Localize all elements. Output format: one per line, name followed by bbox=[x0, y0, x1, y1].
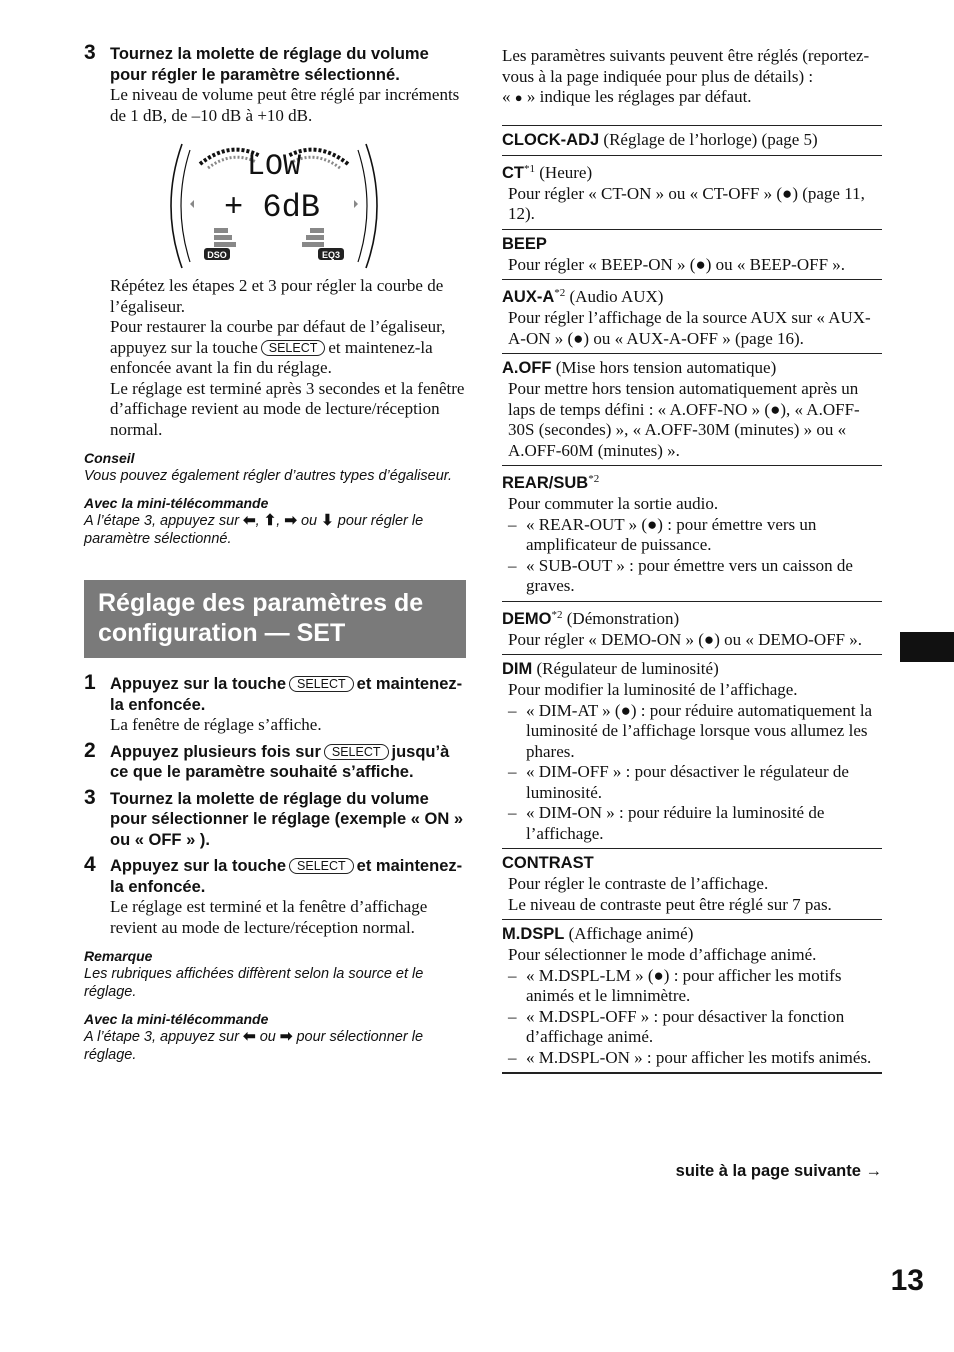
list-item-text: « M.DSPL-OFF » : pour désactiver la fonction d’affichage animé. bbox=[526, 1006, 845, 1046]
step-number: 3 bbox=[84, 785, 96, 809]
step-title: Tournez la molette de réglage du volume pour régler le paramètre sélectionné. bbox=[110, 45, 429, 84]
setting-body: Pour commuter la sortie audio. bbox=[508, 494, 719, 513]
setting-a-off bbox=[502, 353, 882, 465]
right-column bbox=[502, 46, 882, 1074]
remote-note-2-title: Avec la mini-télécommande bbox=[84, 1011, 269, 1027]
select-button-label: SELECT bbox=[289, 676, 354, 692]
tip-text: Vous pouvez également régler d’autres types d’égaliseur. bbox=[84, 468, 453, 484]
list-item bbox=[508, 1007, 882, 1048]
setting-demo bbox=[502, 601, 882, 655]
set-step-3 bbox=[84, 785, 466, 851]
restore-curve-post: et maintenez-la enfoncée avant la fin du réglage. bbox=[110, 337, 433, 377]
dash: – bbox=[508, 1047, 517, 1067]
setting-body: Pour régler « BEEP-ON » (●) ou « BEEP-OFF ». bbox=[508, 254, 846, 274]
setting-desc: (Régulateur de luminosité) bbox=[536, 659, 719, 678]
setting-desc: (Réglage de l’horloge) (page 5) bbox=[603, 129, 818, 149]
select-button-label: SELECT bbox=[261, 340, 326, 356]
comma: , bbox=[276, 513, 281, 529]
setting-beep bbox=[502, 229, 882, 280]
setting-name: CT bbox=[502, 163, 524, 182]
remote-note-pre: A l’étape 3, appuyez sur bbox=[84, 513, 240, 529]
list-item-text: « DIM-OFF » : pour désactiver le régulateur de luminosité. bbox=[526, 762, 849, 802]
setting-desc: (Démonstration) bbox=[566, 608, 680, 628]
or-word: ou bbox=[300, 513, 318, 529]
step-body: La fenêtre de réglage s’affiche. bbox=[110, 715, 322, 734]
setting-aux-a bbox=[502, 279, 882, 353]
step-3-volume bbox=[84, 41, 466, 126]
set-step-2 bbox=[84, 738, 466, 783]
list-item bbox=[508, 803, 882, 844]
lcd-badge-right: EQ3 bbox=[321, 250, 341, 260]
tip-title: Conseil bbox=[84, 450, 135, 466]
default-legend bbox=[502, 87, 882, 109]
step-number: 2 bbox=[84, 738, 96, 762]
after-display-text bbox=[84, 276, 466, 440]
left-column bbox=[84, 41, 466, 1064]
left-arrow-icon: ⬅ bbox=[243, 512, 256, 529]
restore-curve-pre: Pour restaurer la courbe par défaut de l’égaliseur, appuyez sur la touche bbox=[110, 317, 446, 357]
list-item-text: « M.DSPL-ON » : pour afficher les motifs animés. bbox=[526, 1047, 872, 1067]
step-title-pre: Appuyez sur la touche bbox=[110, 857, 287, 875]
list-item bbox=[508, 556, 882, 597]
set-step-4 bbox=[84, 853, 466, 938]
lcd-display-illustration bbox=[160, 142, 388, 270]
setting-rear-sub bbox=[502, 465, 882, 601]
comma: , bbox=[255, 513, 260, 529]
legend-post: » indique les réglages par défaut. bbox=[526, 87, 752, 106]
section-title-line-2: configuration — SET bbox=[98, 619, 346, 647]
setting-body: Pour régler le contraste de l’affichage. bbox=[508, 874, 769, 893]
footnote-mark: *2 bbox=[554, 287, 566, 299]
lcd-badge-left: DSO bbox=[207, 250, 227, 260]
setting-body: Pour sélectionner le mode d’affichage animé. bbox=[508, 945, 817, 964]
setting-desc: (Affichage animé) bbox=[568, 924, 694, 943]
step-body: Le niveau de volume peut être réglé par incréments de 1 dB, de –10 dB à +10 dB. bbox=[110, 85, 460, 125]
step-title-post: et maintenez-la enfoncée. bbox=[110, 857, 463, 896]
right-arrow-icon: ➡ bbox=[279, 1028, 293, 1045]
step-title bbox=[110, 742, 466, 783]
remote-note-title: Avec la mini-télécommande bbox=[84, 495, 269, 511]
lcd-display-svg bbox=[160, 142, 388, 270]
remote-note-text bbox=[84, 512, 466, 548]
left-arrow-icon: ⬅ bbox=[243, 1028, 256, 1045]
step-number: 3 bbox=[84, 41, 96, 64]
setting-body: Pour mettre hors tension automatiquement après un laps de temps défini : « A.OFF-NO » (●), « A.OFF-30S (secondes) », « A.OFF-30M (minutes) » ou « A.OFF-60M (minutes) ». bbox=[508, 379, 860, 460]
continued-next-page: suite à la page suivante → bbox=[675, 1162, 882, 1180]
setting-done-text: Le réglage est terminé après 3 secondes et la fenêtre d’affichage revient au mode de lecture/réception normal. bbox=[110, 378, 465, 439]
or-word: ou bbox=[259, 1029, 276, 1045]
setting-clock-adj bbox=[502, 125, 882, 155]
repeat-steps-text: Répétez les étapes 2 et 3 pour régler la courbe de l’égaliseur. bbox=[110, 276, 444, 316]
page-number: 13 bbox=[890, 1264, 924, 1297]
dash: – bbox=[508, 762, 517, 781]
step-title bbox=[110, 674, 466, 715]
dash: – bbox=[508, 1006, 517, 1026]
step-title-pre: Appuyez plusieurs fois sur bbox=[110, 742, 321, 761]
dash: – bbox=[508, 700, 517, 720]
setting-body: Pour modifier la luminosité de l’affichage. bbox=[508, 680, 798, 699]
setting-contrast bbox=[502, 848, 882, 919]
default-dot-icon: ● bbox=[514, 90, 523, 105]
setting-body: Pour régler « CT-ON » ou « CT-OFF » (●) (page 11, 12). bbox=[508, 183, 865, 223]
setting-name: M.DSPL bbox=[502, 925, 565, 943]
restore-curve-text bbox=[110, 317, 466, 379]
set-step-1 bbox=[84, 671, 466, 736]
dash: – bbox=[508, 965, 517, 985]
legend-pre: « bbox=[502, 87, 511, 106]
setting-name: A.OFF bbox=[502, 359, 552, 377]
remote-note-2-post: pour sélectionner le réglage. bbox=[84, 1029, 424, 1063]
down-arrow-icon: ⬇ bbox=[321, 512, 334, 529]
select-button-label: SELECT bbox=[289, 858, 354, 874]
setting-desc: (Heure) bbox=[539, 162, 593, 182]
setting-name: BEEP bbox=[502, 234, 547, 253]
setting-body: Pour régler « DEMO-ON » (●) ou « DEMO-OFF ». bbox=[508, 629, 863, 649]
step-title bbox=[110, 856, 466, 897]
setting-name: CONTRAST bbox=[502, 854, 594, 872]
lcd-line-1: LOW bbox=[246, 150, 302, 184]
list-item-text: « REAR-OUT » (●) : pour émettre vers un amplificateur de puissance. bbox=[526, 514, 817, 554]
right-arrow-icon: ➡ bbox=[284, 512, 297, 529]
setting-name: REAR/SUB bbox=[502, 474, 589, 492]
step-title-post: et maintenez-la enfoncée. bbox=[110, 675, 463, 714]
page-edge-tab bbox=[900, 632, 954, 662]
section-title-line-1: Réglage des paramètres de bbox=[98, 589, 424, 617]
footnote-mark: *2 bbox=[588, 473, 600, 485]
list-item-text: « DIM-AT » (●) : pour réduire automatiquement la luminosité de l’affichage lorsque vous allumez les phares. bbox=[526, 700, 873, 761]
dash: – bbox=[508, 555, 517, 575]
list-item bbox=[508, 762, 882, 803]
remark-text: Les rubriques affichées diffèrent selon la source et le réglage. bbox=[84, 966, 424, 1000]
list-item bbox=[508, 966, 882, 1007]
setting-desc: (Mise hors tension automatique) bbox=[555, 358, 777, 377]
step-title-post: jusqu’à ce que le paramètre souhaité s’affiche. bbox=[110, 742, 450, 781]
list-item bbox=[508, 515, 882, 556]
setting-desc: (Audio AUX) bbox=[569, 287, 664, 306]
step-body: Le réglage est terminé et la fenêtre d’affichage revient au mode de lecture/réception normal. bbox=[110, 897, 428, 937]
remote-note-2-pre: A l’étape 3, appuyez sur bbox=[84, 1029, 240, 1045]
section-title-banner bbox=[84, 580, 466, 658]
list-item bbox=[508, 1048, 882, 1069]
settings-intro bbox=[502, 46, 882, 109]
setting-body-2: Le niveau de contraste peut être réglé sur 7 pas. bbox=[508, 894, 832, 914]
setting-name: DIM bbox=[502, 660, 533, 678]
step-title-pre: Appuyez sur la touche bbox=[110, 675, 287, 693]
select-button-label: SELECT bbox=[324, 744, 389, 760]
list-item-text: « M.DSPL-LM » (●) : pour afficher les motifs animés et le limnimètre. bbox=[526, 965, 842, 1005]
intro-text: Les paramètres suivants peuvent être réglés (reportez-vous à la page indiquée pour plus de détails) : bbox=[502, 46, 870, 86]
lcd-line-2: + 6dB bbox=[223, 189, 321, 226]
setting-dim bbox=[502, 654, 882, 848]
step-number: 4 bbox=[84, 853, 96, 876]
dash: – bbox=[508, 514, 517, 534]
setting-name: CLOCK-ADJ bbox=[502, 130, 600, 149]
up-arrow-icon: ⬆ bbox=[263, 512, 277, 529]
list-item-text: « SUB-OUT » : pour émettre vers un caisson de graves. bbox=[526, 555, 853, 595]
setting-m-dspl bbox=[502, 919, 882, 1074]
dash: – bbox=[508, 803, 517, 822]
step-title: Tournez la molette de réglage du volume pour sélectionner le réglage (exemple « ON » ou « OFF » ). bbox=[110, 789, 464, 849]
footnote-mark: *2 bbox=[551, 608, 563, 621]
setting-name: DEMO bbox=[502, 609, 552, 628]
setting-name: AUX-A bbox=[502, 288, 555, 306]
list-item bbox=[508, 701, 882, 763]
remote-note-2-text bbox=[84, 1028, 466, 1064]
setting-ct bbox=[502, 155, 882, 229]
step-number: 1 bbox=[84, 671, 96, 694]
remark-title: Remarque bbox=[84, 948, 153, 964]
setting-body: Pour régler l’affichage de la source AUX sur « AUX-A-ON » (●) ou « AUX-A-OFF » (page 16). bbox=[508, 308, 871, 348]
list-item-text: « DIM-ON » : pour réduire la luminosité de l’affichage. bbox=[526, 803, 825, 843]
footnote-mark: *1 bbox=[524, 162, 535, 175]
remote-note-post: pour régler le paramètre sélectionné. bbox=[84, 513, 424, 547]
